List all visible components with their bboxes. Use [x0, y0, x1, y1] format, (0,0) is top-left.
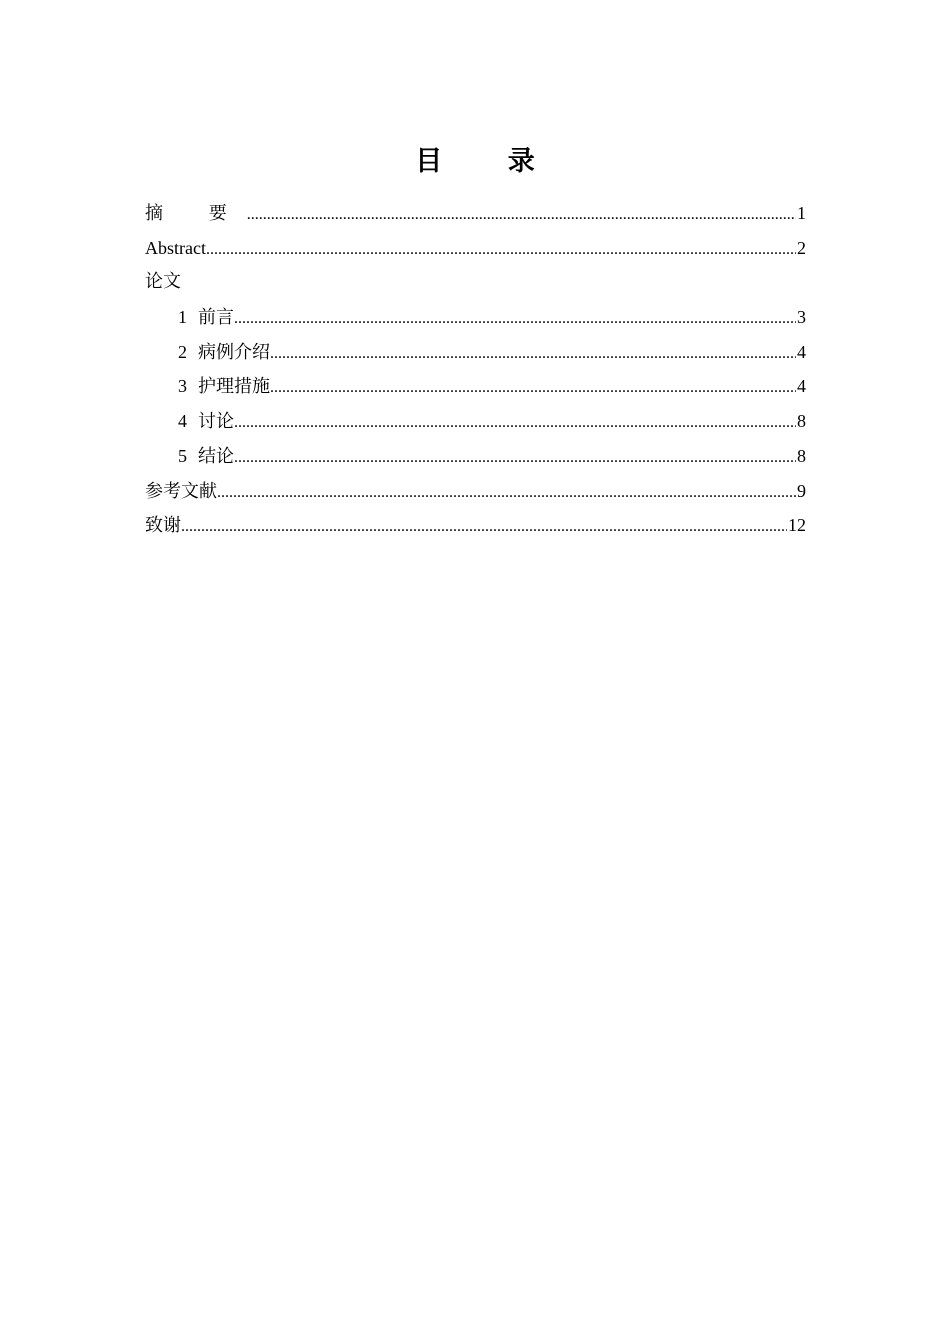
toc-page-number: 3 — [797, 307, 806, 328]
toc-entry-number: 5 — [178, 445, 187, 466]
toc-page-number: 4 — [797, 341, 806, 362]
toc-dot-leader — [270, 371, 796, 406]
toc-entry-discussion[interactable] — [145, 404, 806, 439]
toc-entry-acknowledgements[interactable] — [145, 508, 806, 543]
toc-entry-label: 论文 — [145, 271, 181, 293]
toc-dot-leader — [206, 233, 796, 268]
toc-dot-leader — [234, 406, 796, 441]
toc-dot-leader — [270, 337, 796, 372]
toc-entry-label: 讨论 — [198, 411, 234, 433]
toc-entry-introduction[interactable] — [145, 300, 806, 335]
toc-dot-leader — [181, 510, 787, 545]
toc-entry-label: 病例介绍 — [198, 341, 270, 363]
toc-entry-label: 护理措施 — [198, 376, 270, 398]
toc-page-number: 2 — [797, 237, 806, 258]
toc-entry-label: 参考文献 — [145, 480, 217, 502]
toc-page-number: 12 — [788, 515, 806, 536]
toc-entry-label: 结论 — [198, 445, 234, 467]
toc-entry-abstract-en[interactable] — [145, 231, 806, 266]
toc-entry-number: 4 — [178, 411, 187, 432]
toc-dot-leader — [234, 441, 796, 476]
toc-entry-references[interactable] — [145, 474, 806, 509]
toc-dot-leader — [247, 198, 796, 233]
toc-page-number: 8 — [797, 411, 806, 432]
toc-entry-label: Abstract — [145, 237, 206, 258]
toc-entry-conclusion[interactable] — [145, 439, 806, 474]
table-of-contents — [145, 196, 806, 543]
toc-dot-leader — [234, 302, 796, 337]
toc-page-number: 4 — [797, 376, 806, 397]
toc-page-number: 9 — [797, 480, 806, 501]
toc-entry-case[interactable] — [145, 335, 806, 370]
toc-page-number: 1 — [797, 203, 806, 223]
toc-section-heading — [145, 265, 806, 300]
toc-page-number: 8 — [797, 445, 806, 466]
toc-entry-number: 2 — [178, 341, 187, 362]
toc-entry-label: 摘 要 — [145, 203, 247, 224]
toc-entry-number: 1 — [178, 307, 187, 328]
toc-dot-leader — [217, 476, 796, 511]
toc-entry-label: 致谢 — [145, 515, 181, 537]
toc-entry-label: 前言 — [198, 307, 234, 329]
toc-entry-nursing[interactable] — [145, 369, 806, 404]
toc-entry-number: 3 — [178, 376, 187, 397]
toc-title: 目 录 — [415, 146, 563, 177]
toc-entry-abstract-cn[interactable] — [145, 196, 806, 231]
